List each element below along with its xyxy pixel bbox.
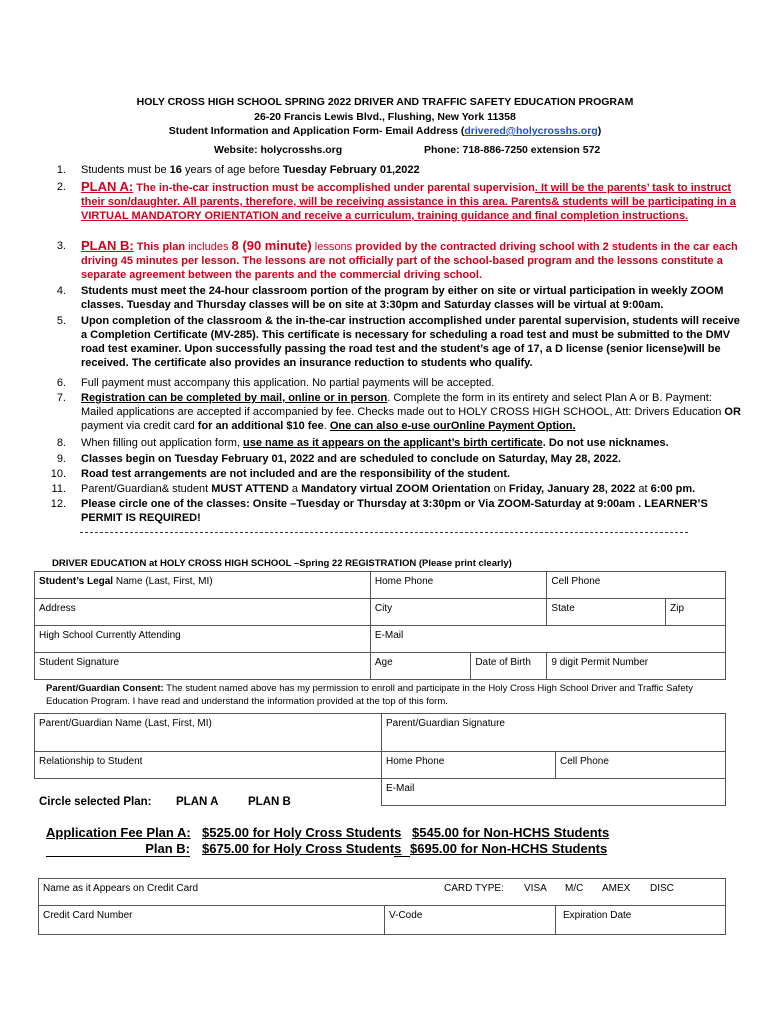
cell-phone-field[interactable]: Cell Phone [547,572,726,599]
item-text: Full payment must accompany this application. No partial payments will be accepted. [81,377,495,389]
high-school-field[interactable]: High School Currently Attending [35,626,371,653]
divider [80,532,688,533]
vcode-expiration-row [385,906,726,935]
payment-top-row [39,879,726,906]
state-field[interactable]: State [547,599,666,626]
student-info-table [34,571,726,680]
item-text: When filling out application form, use name as it appears on the applicant’s birth certificate. Do not use nicknames. [81,437,669,449]
fee-a-non-hchs: $545.00 for Non-HCHS Students [412,825,610,840]
fee-b-hchs: $675.00 for Holy Cross Students [202,841,402,856]
item-number: 11. [51,483,66,495]
section-title: DRIVER EDUCATION at HOLY CROSS HIGH SCHOOL –Spring 22 REGISTRATION (Please print clearly) [52,558,512,569]
age-field[interactable]: Age [370,653,470,680]
item-text: PLAN A: The in-the-car instruction must be accomplished under parental supervision. It will be the parents’ task to instruct their son/daughter. All parents, therefore, will be receiving assistance in this area. Parents& students will be participating in a VIRTUAL MANDATORY ORIENTATION and receive a curriculum, training guidance and final completion instructions. [81,179,736,222]
fee-label-b: Plan B: [46,842,190,857]
parent-email-field[interactable]: E-Mail [382,779,726,806]
plan-a-option[interactable]: PLAN A [176,796,219,808]
student-email-field[interactable]: E-Mail [370,626,725,653]
visa-option[interactable]: VISA [524,883,547,894]
item-text: Classes begin on Tuesday February 01, 2022 and are scheduled to conclude on Saturday, May 28, 2022. [81,453,622,465]
name-on-card-field[interactable]: Name as it Appears on Credit Card [43,883,199,894]
parent-cell-phone-field[interactable]: Cell Phone [556,752,726,779]
school-address: 26-20 Francis Lewis Blvd., Flushing, New York 11358 [254,111,516,123]
permit-number-field[interactable]: 9 digit Permit Number [547,653,726,680]
amex-option[interactable]: AMEX [602,883,631,894]
item-text: PLAN B: This plan includes 8 (90 minute) lessons provided by the contracted driving school with 2 students in the car each driving 45 minutes per lesson. The lessons are not officially part of the school-based program and the lessons constitute a separate agreement between the parents and the commercial driving school. [81,238,738,281]
fee-label-a: Application Fee Plan A: [46,825,191,840]
legal-name-field[interactable]: Student’s Legal Name (Last, First, MI) [35,572,371,599]
item-number: 10. [50,468,66,480]
item-text: Upon completion of the classroom & the in-the-car instruction accomplished under parental supervision, students will receive a Completion Certificate (MV-285). This certificate is necessary for scheduling a road test and must be submitted to the DMV road test examiner. Upon successfully passing the road test and the student’s age of 17, a D license (senior license)will be received. The certificate also provides an insurance reduction to students who qualify. [81,315,740,369]
item-text: Parent/Guardian& student MUST ATTEND a Mandatory virtual ZOOM Orientation on Friday, January 28, 2022 at 6:00 pm. [81,483,696,495]
item-number: 2. [56,181,66,193]
item-text: Registration can be completed by mail, online or in person. Complete the form in its entirety and select Plan A or B. Payment: Mailed applications are accepted if accompanied by fee. Checks made out to HOLY CROSS HIGH SCHOOL, Att: Drivers Education OR payment via credit card for an additional $10 fee. One can also e-use ourOnline Payment Option. [81,392,741,432]
disc-option[interactable]: DISC [650,883,674,894]
form-subtitle-suffix: ) [597,125,602,137]
plan-b-option[interactable]: PLAN B [248,796,291,808]
home-phone-field[interactable]: Home Phone [370,572,547,599]
item-number: 8. [56,437,66,449]
mc-option[interactable]: M/C [565,883,584,894]
circle-plan-label: Circle selected Plan: [39,796,152,808]
email-link[interactable]: drivered@holycrosshs.org [464,125,598,137]
card-number-field[interactable]: Credit Card Number [39,906,385,935]
item-number: 6. [56,377,66,389]
item-text: Road test arrangements are not included and are the responsibility of the student. [81,468,511,480]
relationship-field[interactable]: Relationship to Student [35,752,382,779]
website: Website: holycrosshs.org [214,144,343,156]
parent-signature-field[interactable]: Parent/Guardian Signature [382,714,726,752]
zip-field[interactable]: Zip [666,599,726,626]
city-field[interactable]: City [370,599,547,626]
form-subtitle-prefix: Student Information and Application Form- Email Address ( [168,125,465,137]
vcode-field[interactable]: V-Code [389,910,423,921]
item-number: 3. [56,240,66,252]
parent-consent: Parent/Guardian Consent: The student named above has my permission to enroll and participate in the Holy Cross High School Driver and Traffic Safety Education Program. I have read and understand the information provided at the top of this form. [46,683,693,707]
item-number: 12. [50,498,66,510]
dob-field[interactable]: Date of Birth [471,653,547,680]
fee-a-hchs: $525.00 for Holy Cross Students [202,825,402,840]
expiration-field[interactable]: Expiration Date [563,910,632,921]
parent-info-table [34,713,726,806]
item-number: 1. [56,164,66,176]
item-number: 5. [56,315,66,327]
form-subtitle [0,124,770,138]
program-title: HOLY CROSS HIGH SCHOOL SPRING 2022 DRIVER AND TRAFFIC SAFETY EDUCATION PROGRAM [136,96,634,108]
student-signature-field[interactable]: Student Signature [35,653,371,680]
phone: Phone: 718-886-7250 extension 572 [424,144,601,156]
fee-b-non-hchs: $695.00 for Non-HCHS Students [394,842,607,857]
item-text: Students must meet the 24-hour classroom portion of the program by either on site or virtual participation in weekly ZOOM classes. Tuesday and Thursday classes will be on site at 3:30pm and Saturday classes will be virtual at 9:00am. [81,285,724,311]
item-number: 4. [56,285,66,297]
parent-name-field[interactable]: Parent/Guardian Name (Last, First, MI) [35,714,382,752]
card-type-label: CARD TYPE: [444,883,504,894]
payment-table [38,878,726,935]
item-text: Students must be 16 years of age before Tuesday February 01,2022 [81,164,420,176]
address-field[interactable]: Address [35,599,371,626]
item-text: Please circle one of the classes: Onsite –Tuesday or Thursday at 3:30pm or Via ZOOM-Saturday at 9:00am . LEARNER’S PERMIT IS REQUIRED! [81,498,708,524]
item-number: 9. [56,453,66,465]
parent-home-phone-field[interactable]: Home Phone [382,752,556,779]
item-number: 7. [56,392,66,404]
